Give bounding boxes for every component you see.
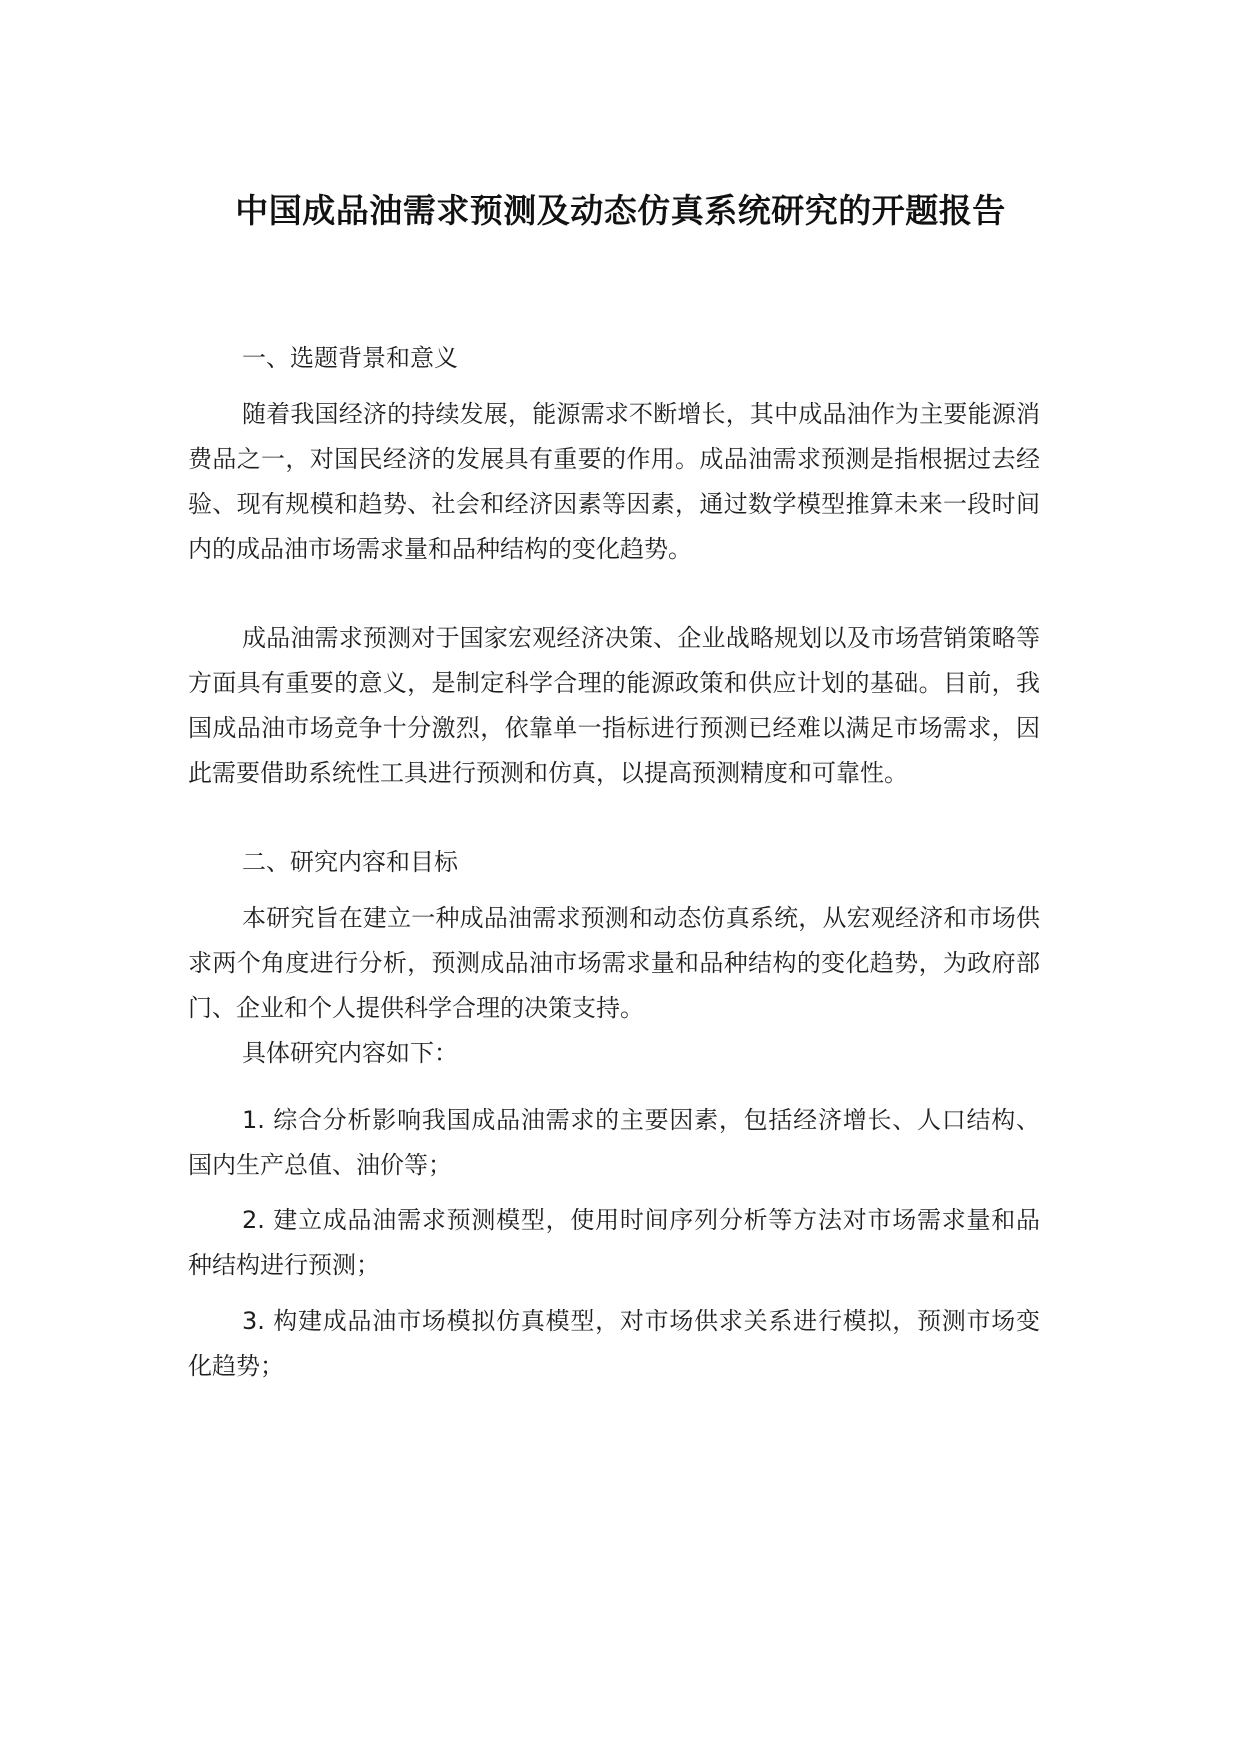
section-heading-content: 二、研究内容和目标 — [242, 848, 458, 876]
document-title: 中国成品油需求预测及动态仿真系统研究的开题报告 — [235, 191, 1006, 230]
section-heading-background: 一、选题背景和意义 — [242, 344, 458, 372]
paragraph-content-intro: 具体研究内容如下： — [242, 1039, 458, 1067]
list-item-3: 3. 构建成品油市场模拟仿真模型，对市场供求关系进行模拟，预测市场变化趋势； — [188, 1307, 1040, 1380]
paragraph-content-goal: 本研究旨在建立一种成品油需求预测和动态仿真系统，从宏观经济和市场供求两个角度进行分析，预测成品油市场需求量和品种结构的变化趋势，为政府部门、企业和个人提供科学合理的决策支持。 — [188, 904, 1040, 1022]
list-item-1: 1. 综合分析影响我国成品油需求的主要因素，包括经济增长、人口结构、国内生产总值、油价等； — [188, 1106, 1040, 1179]
list-item-2: 2. 建立成品油需求预测模型，使用时间序列分析等方法对市场需求量和品种结构进行预测； — [188, 1206, 1040, 1279]
paragraph-background-1: 随着我国经济的持续发展，能源需求不断增长，其中成品油作为主要能源消费品之一，对国民经济的发展具有重要的作用。成品油需求预测是指根据过去经验、现有规模和趋势、社会和经济因素等因素，通过数学模型推算未来一段时间内的成品油市场需求量和品种结构的变化趋势。 — [188, 400, 1040, 563]
paragraph-background-2: 成品油需求预测对于国家宏观经济决策、企业战略规划以及市场营销策略等方面具有重要的意义，是制定科学合理的能源政策和供应计划的基础。目前，我国成品油市场竞争十分激烈，依靠单一指标进行预测已经难以满足市场需求，因此需要借助系统性工具进行预测和仿真，以提高预测精度和可靠性。 — [188, 624, 1040, 787]
